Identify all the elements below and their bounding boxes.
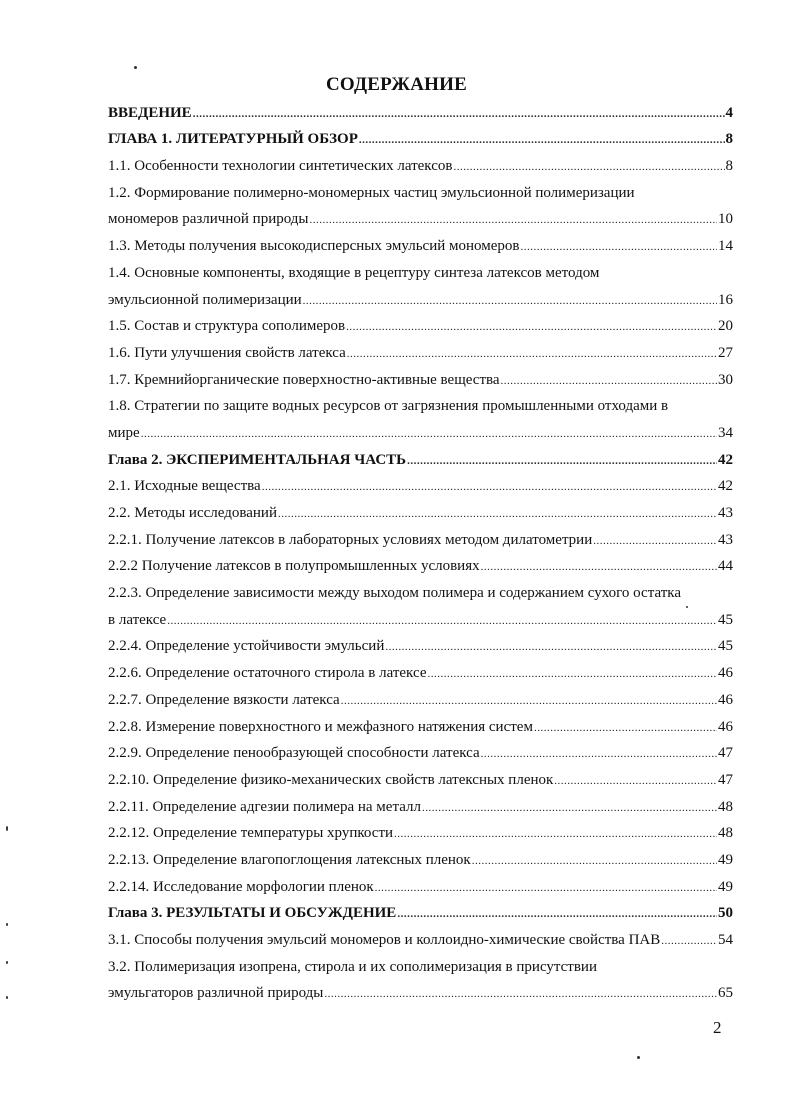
toc-entry-title: эмульсионной полимеризации	[108, 291, 302, 308]
scan-speck	[686, 606, 688, 608]
toc-leader-dots	[359, 132, 725, 149]
toc-entry	[108, 363, 733, 390]
toc-entry	[108, 737, 733, 764]
toc-leader-dots	[554, 773, 717, 790]
toc-entry-page: 49	[718, 851, 733, 868]
toc-entry	[108, 683, 733, 710]
toc-entry-page: 4	[725, 104, 733, 121]
scan-speck	[134, 66, 137, 69]
scan-speck	[6, 961, 8, 964]
toc-entry-title: 2.2.3. Определение зависимости между выходом полимера и содержанием сухого остатка	[108, 585, 681, 602]
toc-entry	[108, 817, 733, 844]
toc-leader-dots	[427, 666, 717, 683]
toc-entry-page: 46	[718, 665, 733, 682]
toc-leader-dots	[310, 212, 718, 229]
toc-entry-title: 2.1. Исходные вещества	[108, 478, 261, 495]
toc-entry-title: в латексе	[108, 611, 167, 628]
toc-entry	[108, 576, 733, 603]
toc-entry-title: 2.2.12. Определение температуры хрупкости	[108, 825, 394, 842]
toc-entry-title: 2.2.8. Измерение поверхностного и межфазного натяжения систем	[108, 718, 533, 735]
toc-entry-page: 43	[718, 505, 733, 521]
toc-leader-dots	[341, 693, 717, 710]
toc-entry-title: 2.2.14. Исследование морфологии пленок	[108, 878, 374, 895]
toc-leader-dots	[407, 453, 717, 470]
toc-entry	[108, 496, 733, 523]
toc-entry	[108, 897, 733, 924]
toc-leader-dots	[520, 239, 717, 256]
toc-entry-title: 2.2.10. Определение физико-механических свойств латексных пленок	[108, 771, 554, 788]
toc-entry-title: мономеров различной природы	[108, 211, 309, 228]
toc-entry	[108, 630, 733, 657]
toc-entry-page: 48	[718, 825, 733, 842]
toc-entry-page: 16	[718, 291, 733, 308]
toc-entry-page: 54	[718, 932, 733, 948]
toc-leader-dots	[394, 826, 717, 843]
toc-entry	[108, 310, 733, 337]
toc-entry-title: 2.2.2 Получение латексов в полупромышленных условиях	[108, 558, 480, 575]
toc-entry-page: 8	[725, 158, 733, 175]
toc-entry-title: 1.2. Формирование полимерно-мономерных частиц эмульсионной полимеризации	[108, 184, 635, 201]
toc-entry-page: 8	[725, 131, 733, 148]
toc-entry-title: 1.4. Основные компоненты, входящие в рецептуру синтеза латексов методом	[108, 264, 600, 281]
toc-entry	[108, 470, 733, 497]
toc-entry-page: 34	[718, 424, 733, 441]
toc-entry-title: ГЛАВА 1. ЛИТЕРАТУРНЫЙ ОБЗОР	[108, 131, 358, 148]
toc-entry-title: Глава 2. ЭКСПЕРИМЕНТАЛЬНАЯ ЧАСТЬ	[108, 451, 407, 468]
toc-entry-title: 2.2.4. Определение устойчивости эмульсий	[108, 638, 385, 655]
toc-entry-page: 46	[718, 718, 733, 735]
toc-entry-title: 2.2.11. Определение адгезии полимера на металл	[108, 798, 421, 815]
toc-entry-page: 42	[718, 478, 733, 495]
toc-leader-dots	[375, 880, 717, 897]
toc-entry-page: 45	[718, 611, 733, 628]
toc-entry-title: 2.2.7. Определение вязкости латекса	[108, 691, 340, 708]
toc-entry-page: 27	[718, 344, 733, 361]
toc-leader-dots	[481, 559, 717, 576]
toc-entry-title: 3.1. Способы получения эмульсий мономеров и коллоидно-химические свойства ПАВ	[108, 932, 661, 948]
toc-entry-page: 45	[718, 638, 733, 655]
toc-entry	[108, 870, 733, 897]
toc-entry-page: 43	[718, 531, 733, 548]
toc-entry-title: 1.8. Стратегии по защите водных ресурсов от загрязнения промышленными отходами в	[108, 398, 669, 415]
toc-entry-page: 20	[718, 318, 733, 335]
toc-entry-page: 47	[718, 745, 733, 762]
toc-entry	[108, 763, 733, 790]
toc-entry	[108, 96, 733, 123]
toc-leader-dots	[501, 373, 717, 390]
toc-entry-title: 1.7. Кремнийорганические поверхностно-активные вещества	[108, 371, 500, 388]
toc-leader-dots	[661, 933, 717, 950]
toc-entry	[108, 710, 733, 737]
toc-entry	[108, 149, 733, 176]
toc-leader-dots	[385, 639, 717, 656]
toc-entry	[108, 203, 733, 230]
toc-entry-title: 1.1. Особенности технологии синтетических латексов	[108, 158, 453, 175]
toc-entry	[108, 443, 733, 470]
toc-entry	[108, 523, 733, 550]
toc-leader-dots	[324, 986, 717, 1003]
toc-leader-dots	[397, 906, 717, 923]
table-of-contents	[108, 96, 733, 1003]
toc-entry-page: 65	[718, 985, 733, 1002]
toc-leader-dots	[481, 746, 717, 763]
toc-entry-title: 2.2.6. Определение остаточного стирола в латексе	[108, 665, 427, 682]
toc-leader-dots	[303, 293, 717, 310]
page-title: СОДЕРЖАНИЕ	[326, 74, 467, 95]
toc-entry	[108, 336, 733, 363]
toc-entry	[108, 790, 733, 817]
toc-entry	[108, 923, 733, 950]
toc-leader-dots	[346, 319, 717, 336]
toc-entry	[108, 229, 733, 256]
toc-entry-title: 2.2.1. Получение латексов в лабораторных условиях методом дилатометрии	[108, 531, 593, 548]
toc-entry	[108, 256, 733, 283]
scan-speck	[6, 826, 8, 831]
toc-leader-dots	[141, 426, 717, 443]
toc-entry-title: ВВЕДЕНИЕ	[108, 104, 192, 121]
toc-entry	[108, 390, 733, 417]
toc-leader-dots	[167, 613, 717, 630]
toc-entry-title: Глава 3. РЕЗУЛЬТАТЫ И ОБСУЖДЕНИЕ	[108, 905, 397, 922]
toc-leader-dots	[534, 720, 717, 737]
toc-entry	[108, 416, 733, 443]
toc-entry-title: 1.6. Пути улучшения свойств латекса	[108, 344, 346, 361]
toc-leader-dots	[453, 159, 724, 176]
toc-entry-page: 48	[718, 798, 733, 815]
toc-entry	[108, 550, 733, 577]
toc-entry	[108, 283, 733, 310]
toc-entry-title: 2.2. Методы исследований	[108, 505, 277, 521]
toc-entry	[108, 977, 733, 1004]
toc-entry-title: мире	[108, 424, 140, 441]
toc-entry-page: 50	[718, 905, 733, 922]
toc-entry	[108, 603, 733, 630]
toc-leader-dots	[472, 853, 717, 870]
toc-entry-page: 47	[718, 771, 733, 788]
toc-entry	[108, 656, 733, 683]
toc-leader-dots	[593, 533, 717, 550]
page-number: 2	[713, 1018, 722, 1037]
toc-leader-dots	[422, 800, 717, 817]
toc-entry-title: 3.2. Полимеризация изопрена, стирола и их сополимеризация в присутствии	[108, 958, 597, 975]
toc-entry-page: 42	[718, 451, 733, 468]
toc-entry-title: 1.3. Методы получения высокодисперсных эмульсий мономеров	[108, 238, 520, 255]
scan-speck	[637, 1056, 640, 1059]
toc-leader-dots	[262, 479, 717, 496]
toc-entry-title: 2.2.9. Определение пенообразующей способности латекса	[108, 745, 480, 762]
toc-entry-title: эмульгаторов различной природы	[108, 985, 324, 1002]
toc-leader-dots	[193, 106, 725, 123]
toc-entry-title: 1.5. Состав и структура сополимеров	[108, 318, 346, 335]
toc-entry-page: 10	[718, 211, 733, 228]
toc-leader-dots	[278, 506, 717, 523]
toc-entry-page: 46	[718, 691, 733, 708]
toc-leader-dots	[347, 346, 717, 363]
toc-entry-page: 14	[718, 238, 733, 255]
toc-entry	[108, 950, 733, 977]
toc-entry-page: 44	[718, 558, 733, 575]
toc-entry	[108, 176, 733, 203]
toc-entry-page: 30	[718, 371, 733, 388]
toc-entry-title: 2.2.13. Определение влагопоглощения латексных пленок	[108, 851, 471, 868]
scan-speck	[6, 923, 8, 926]
toc-entry	[108, 123, 733, 150]
toc-entry-page: 49	[718, 878, 733, 895]
toc-entry	[108, 843, 733, 870]
scan-speck	[6, 996, 8, 999]
